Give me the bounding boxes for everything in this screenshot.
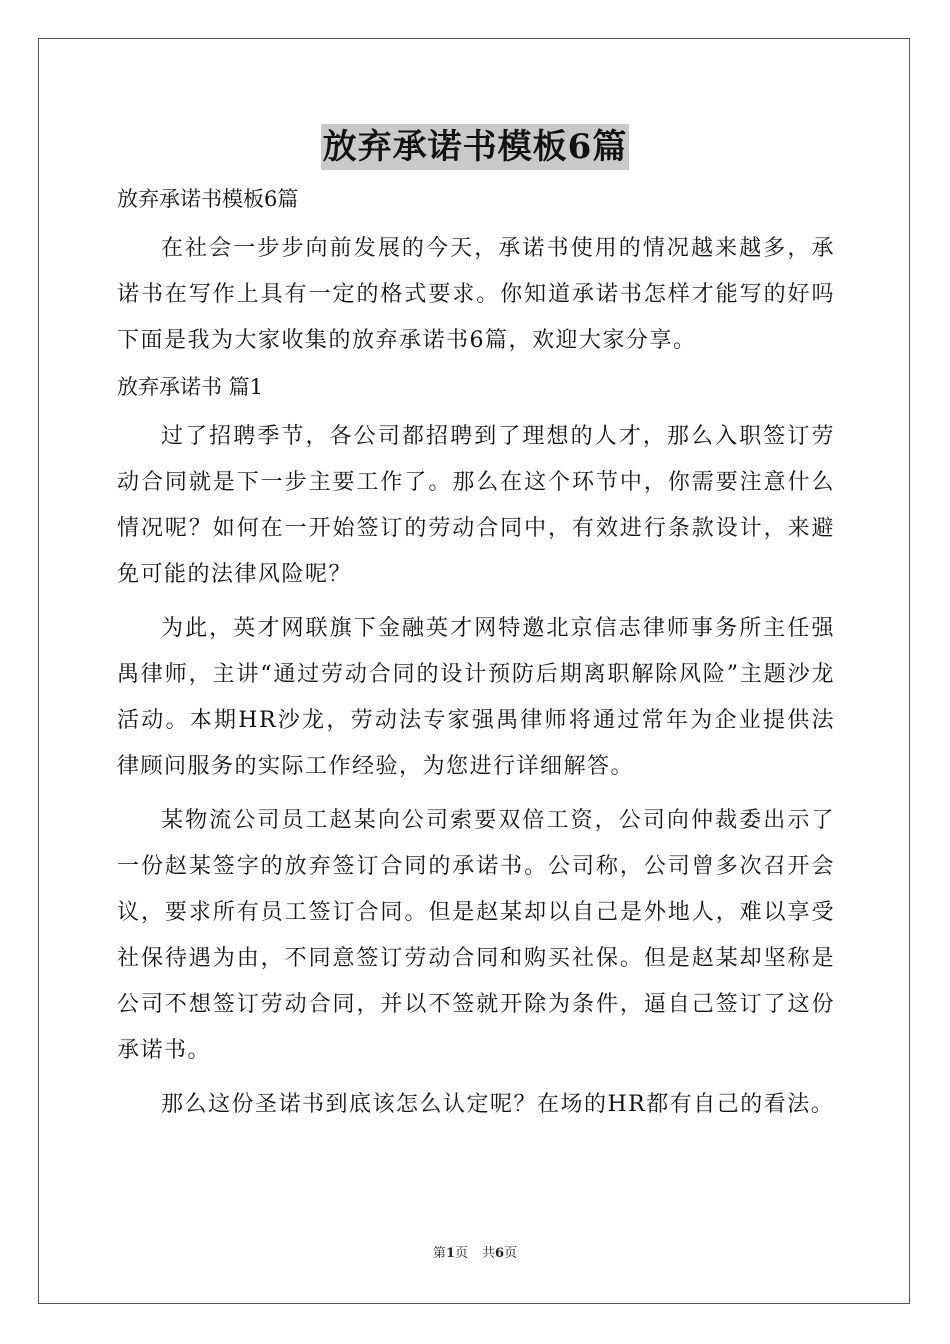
- footer-total-pages: 6: [495, 1246, 505, 1261]
- document-body: [117, 180, 835, 1128]
- page-footer: [0, 1245, 950, 1263]
- footer-page-suffix: 页: [454, 1246, 468, 1261]
- document-subtitle: 放弃承诺书模板6篇: [117, 187, 299, 211]
- footer-total-prefix: 共: [482, 1246, 496, 1261]
- body-paragraph-4: 那么这份圣诺书到底该怎么认定呢？在场的HR都有自己的看法。: [161, 1092, 835, 1117]
- body-paragraph-3: 某物流公司员工赵某向公司索要双倍工资，公司向仲裁委出示了一份赵某签字的放弃签订合同的承诺书。公司称，公司曾多次召开会议，要求所有员工签订合同。但是赵某却以自己是外地人，难以享受社保待遇为由，不同意签订劳动合同和购买社保。但是赵某却坚称是公司不想签订劳动合同，并以不签就开除为条件，逼自己签订了这份承诺书。: [117, 808, 835, 1063]
- document-title-text: 放弃承诺书模板6篇: [321, 124, 630, 170]
- section-heading: 放弃承诺书 篇1: [117, 375, 264, 399]
- footer-page-prefix: 第: [432, 1246, 446, 1261]
- body-paragraph-2: 为此，英才网联旗下金融英才网特邀北京信志律师事务所主任强禺律师，主讲“通过劳动合同的设计预防后期离职解除风险”主题沙龙活动。本期HR沙龙，劳动法专家强禺律师将通过常年为企业提供法律顾问服务的实际工作经验，为您进行详细解答。: [117, 616, 835, 779]
- document-title: [0, 124, 950, 170]
- footer-total-suffix: 页: [504, 1246, 518, 1261]
- footer-page-number: 1: [445, 1246, 455, 1261]
- body-paragraph-1: 过了招聘季节，各公司都招聘到了理想的人才，那么入职签订劳动合同就是下一步主要工作了。那么在这个环节中，你需要注意什么情况呢？如何在一开始签订的劳动合同中，有效进行条款设计，来避免可能的法律风险呢？: [117, 424, 835, 587]
- intro-paragraph: 在社会一步步向前发展的今天，承诺书使用的情况越来越多，承诺书在写作上具有一定的格式要求。你知道承诺书怎样才能写的好吗下面是我为大家收集的放弃承诺书6篇，欢迎大家分享。: [117, 236, 835, 353]
